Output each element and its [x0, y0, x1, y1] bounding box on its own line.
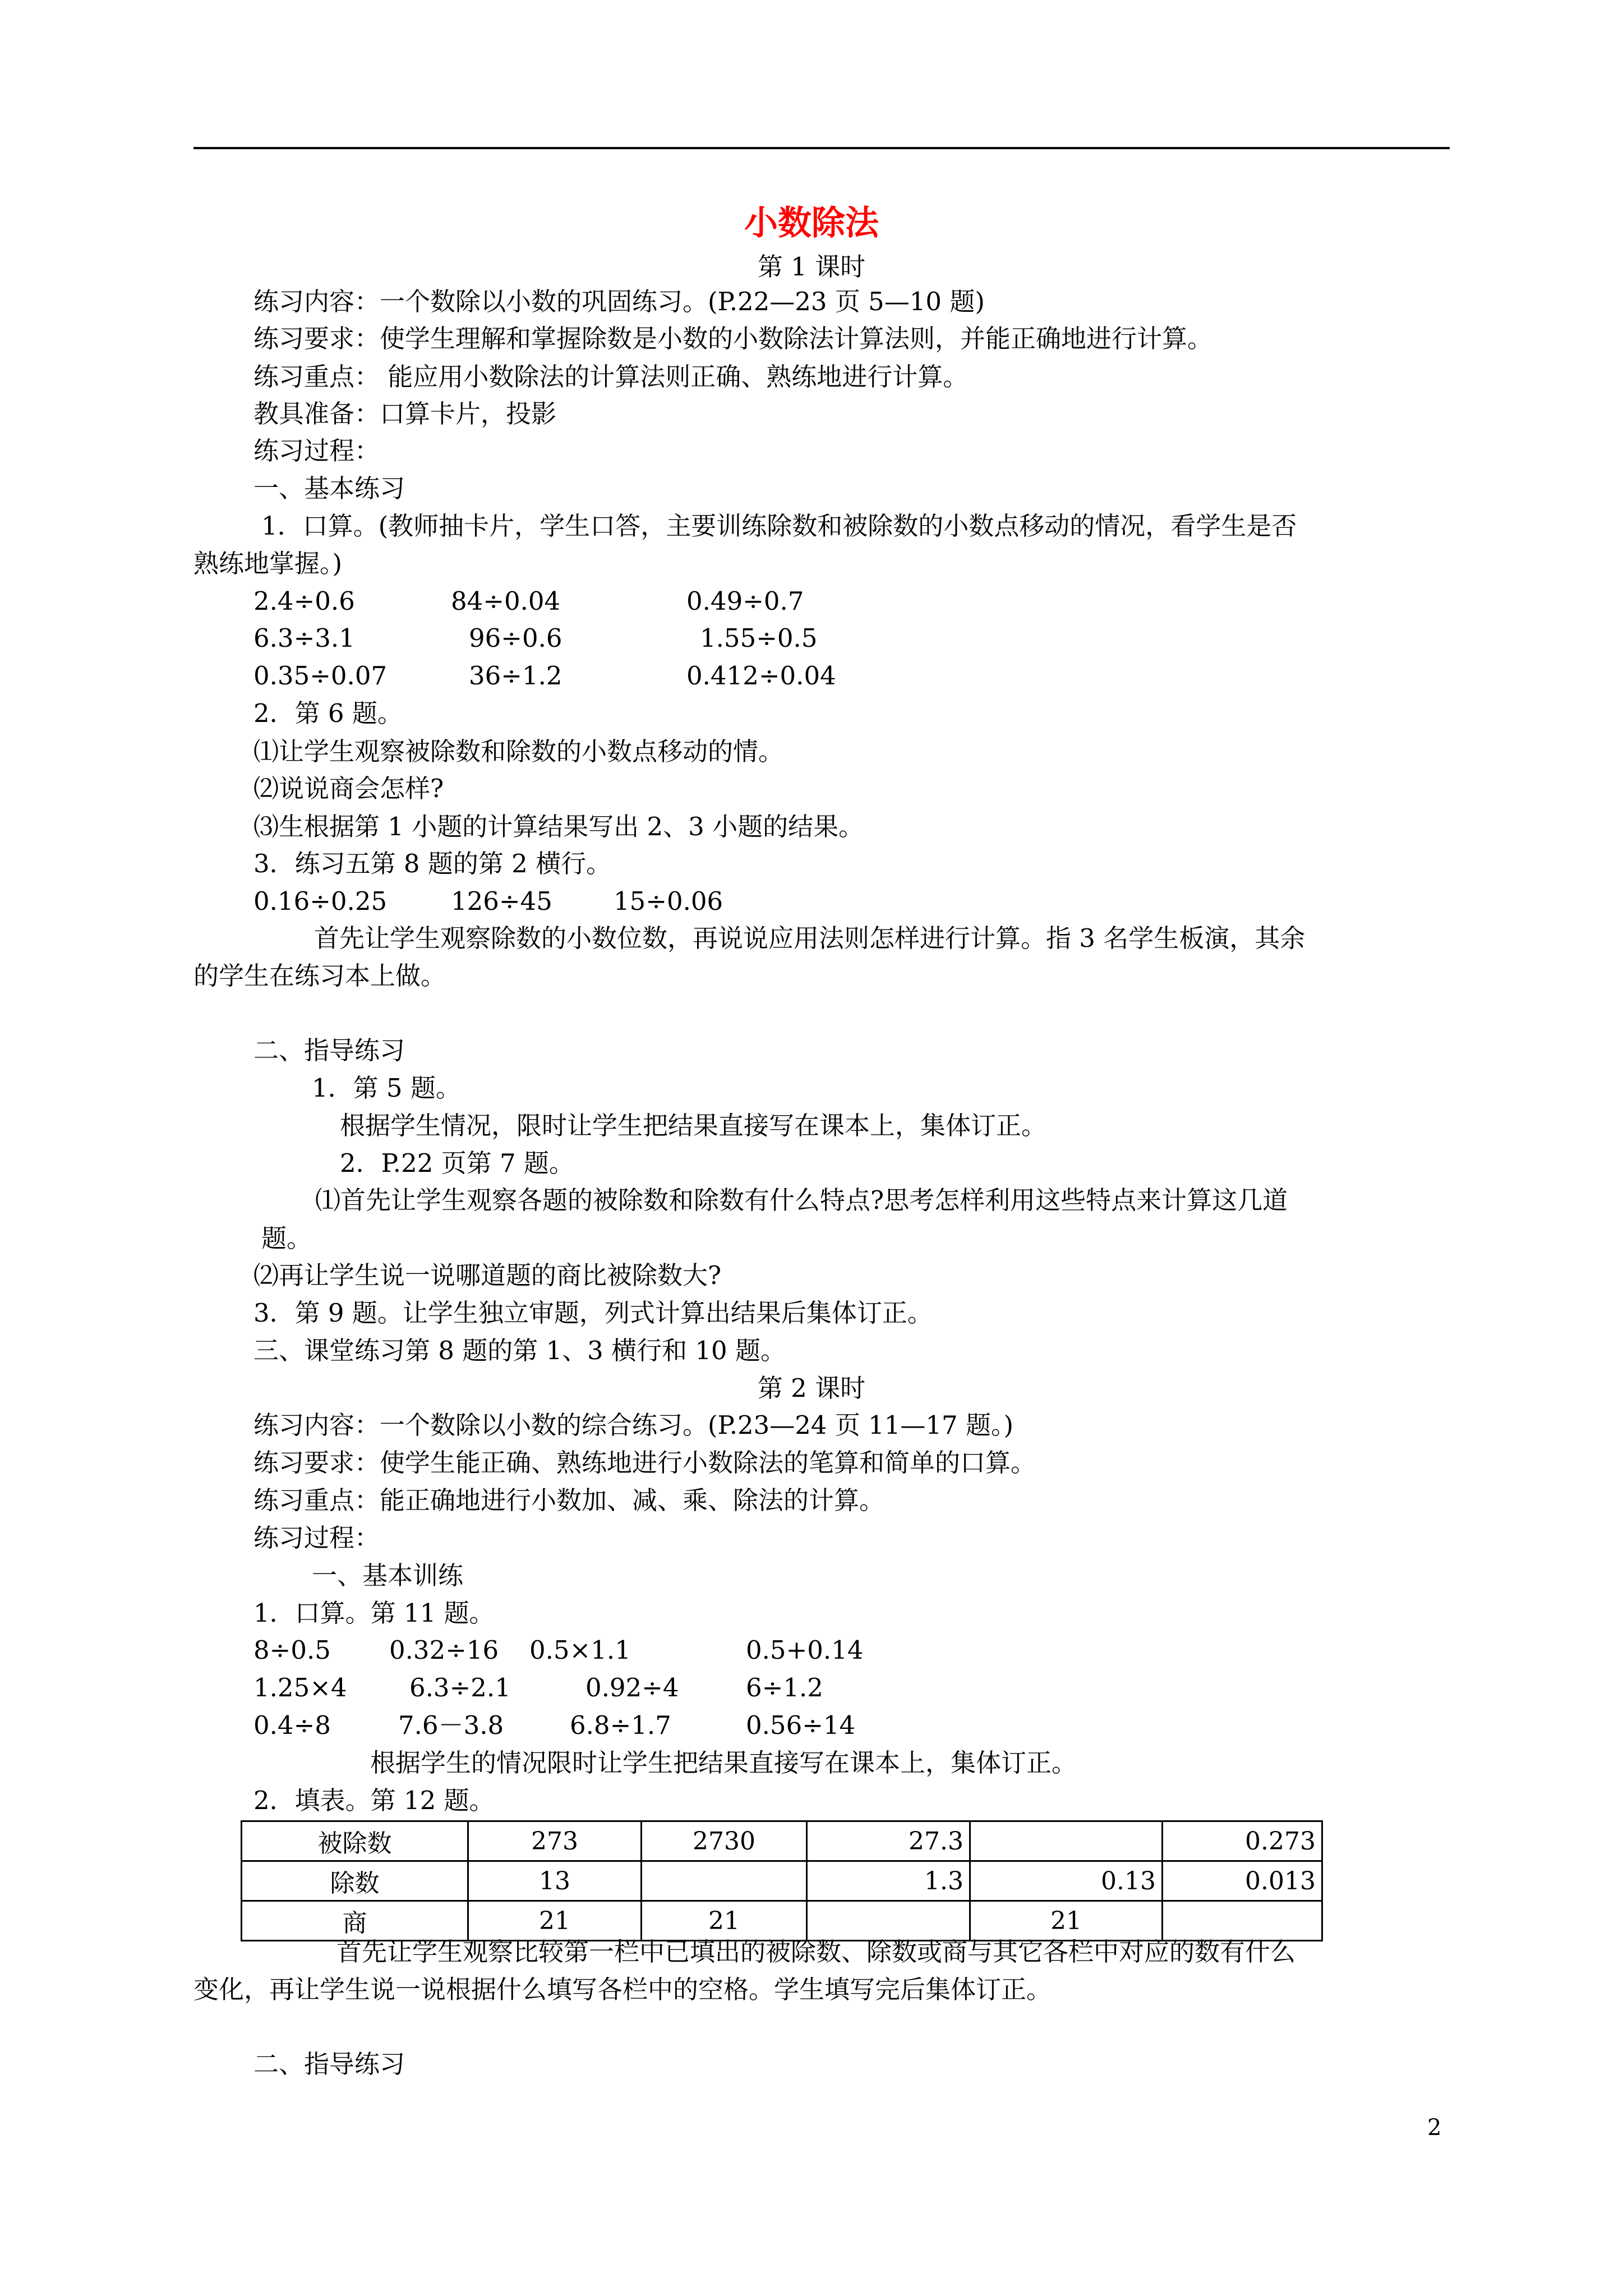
lesson2-oral-note: 根据学生的情况限时让学生把结果直接写在课本上，集体订正。 [370, 1748, 1077, 1778]
table-cell: 27.3 [807, 1821, 970, 1861]
problem: 15÷0.06 [614, 886, 723, 916]
lesson2-requirement: 练习要求：使学生能正确、熟练地进行小数除法的笔算和简单的口算。 [253, 1448, 1036, 1478]
lesson2-item1: 1．口算。第 11 题。 [253, 1598, 495, 1628]
table-cell: 273 [468, 1821, 642, 1861]
oral-problem: 0.49÷0.7 [686, 586, 804, 616]
lesson1-item1-line1: 1．口算。(教师抽卡片，学生口答，主要训练除数和被除数的小数点移动的情况，看学生是否 [261, 511, 1297, 541]
oral-problem: 96÷0.6 [469, 623, 562, 653]
table-cell [970, 1821, 1163, 1861]
oral-problem: 0.35÷0.07 [253, 661, 388, 691]
page-title: 小数除法 [744, 204, 879, 243]
problem: 126÷45 [451, 886, 552, 916]
lesson1-sub2: ⑵说说商会怎样? [253, 774, 444, 803]
lesson1-item3: 3．练习五第 8 题的第 2 横行。 [253, 849, 612, 878]
oral-problem: 7.6－3.8 [398, 1710, 504, 1740]
oral-problem: 0.4÷8 [253, 1710, 331, 1740]
lesson2-paragraph-line1: 首先让学生观察比较第一栏中已填出的被除数、除数或商与其它各栏中对应的数有什么 [336, 1937, 1296, 1967]
oral-problem: 1.25×4 [253, 1673, 347, 1703]
oral-problem: 0.5+0.14 [746, 1635, 864, 1665]
table-cell: 0.13 [970, 1861, 1163, 1901]
table-cell [642, 1861, 807, 1901]
lesson2-process: 练习过程： [253, 1523, 380, 1553]
lesson2-content: 练习内容：一个数除以小数的综合练习。(P.23—24 页 11—17 题。) [253, 1410, 1014, 1440]
table-row [242, 1861, 1322, 1901]
oral-problem: 6.8÷1.7 [570, 1710, 671, 1740]
oral-problem: 84÷0.04 [451, 586, 561, 616]
oral-problem: 1.55÷0.5 [700, 623, 818, 653]
table-cell: 13 [468, 1861, 642, 1901]
table-row [242, 1821, 1322, 1861]
lesson1-focus: 练习重点： 能应用小数除法的计算法则正确、熟练地进行计算。 [253, 362, 969, 392]
lesson2-paragraph-line2: 变化，再让学生说一说根据什么填写各栏中的空格。学生填写完后集体订正。 [193, 1975, 1052, 2004]
table-cell [1163, 1901, 1322, 1941]
fill-in-table [241, 1820, 1323, 1941]
oral-problem: 0.56÷14 [746, 1710, 856, 1740]
table-cell: 0.273 [1163, 1821, 1322, 1861]
lesson1-sub1: ⑴让学生观察被除数和除数的小数点移动的情。 [253, 737, 784, 766]
oral-problem: 6÷1.2 [746, 1673, 823, 1703]
oral-problem: 8÷0.5 [253, 1635, 331, 1665]
table-header-cell: 商 [242, 1901, 468, 1941]
problem: 0.16÷0.25 [253, 886, 388, 916]
lesson2-part2-heading: 二、指导练习 [253, 2049, 405, 2079]
lesson1-paragraph-line2: 的学生在练习本上做。 [193, 961, 446, 991]
table-cell: 21 [642, 1901, 807, 1941]
lesson1-requirement: 练习要求：使学生理解和掌握除数是小数的小数除法计算法则，并能正确地进行计算。 [253, 324, 1213, 353]
table-cell: 2730 [642, 1821, 807, 1861]
page-number: 2 [1427, 2115, 1442, 2141]
lesson2-part1-heading: 一、基本训练 [312, 1561, 464, 1590]
table-cell: 21 [970, 1901, 1163, 1941]
table-header-cell: 除数 [242, 1861, 468, 1901]
lesson1-part3-heading: 三、课堂练习第 8 题的第 1、3 横行和 10 题。 [253, 1336, 786, 1365]
lesson2-heading: 第 2 课时 [757, 1373, 866, 1403]
lesson1-guide3: 3．第 9 题。让学生独立审题，列式计算出结果后集体订正。 [253, 1298, 933, 1328]
oral-problem: 36÷1.2 [469, 661, 562, 691]
lesson1-paragraph-line1: 首先让学生观察除数的小数位数，再说说应用法则怎样进行计算。指 3 名学生板演，其余 [314, 923, 1306, 953]
lesson1-guide2-line1: ⑴首先让学生观察各题的被除数和除数有什么特点?思考怎样利用这些特点来计算这几道 [315, 1185, 1288, 1215]
lesson2-item2: 2．填表。第 12 题。 [253, 1786, 495, 1815]
lesson1-guide1: 1．第 5 题。 [312, 1073, 461, 1103]
lesson1-part1-heading: 一、基本练习 [253, 473, 405, 503]
lesson1-content: 练习内容：一个数除以小数的巩固练习。(P.22—23 页 5—10 题) [253, 287, 985, 316]
oral-problem: 6.3÷3.1 [253, 623, 355, 653]
table-cell: 1.3 [807, 1861, 970, 1901]
table-cell: 21 [468, 1901, 642, 1941]
lesson2-focus: 练习重点：能正确地进行小数加、减、乘、除法的计算。 [253, 1485, 885, 1515]
oral-problem: 0.32÷16 [389, 1635, 499, 1665]
oral-problem: 6.3÷2.1 [409, 1673, 511, 1703]
lesson1-part2-heading: 二、指导练习 [253, 1036, 405, 1065]
lesson1-guide1-text: 根据学生情况，限时让学生把结果直接写在课本上，集体订正。 [340, 1111, 1047, 1140]
lesson1-guide2-line2: 题。 [261, 1223, 312, 1253]
lesson1-guide2: 2．P.22 页第 7 题。 [340, 1148, 574, 1178]
lesson1-item2: 2．第 6 题。 [253, 698, 403, 728]
table-header-cell: 被除数 [242, 1821, 468, 1861]
lesson1-process: 练习过程： [253, 436, 380, 466]
oral-problem: 0.92÷4 [585, 1673, 679, 1703]
table-row [242, 1901, 1322, 1941]
oral-problem: 0.5×1.1 [529, 1635, 631, 1665]
lesson1-heading: 第 1 课时 [757, 252, 866, 282]
table-cell [807, 1901, 970, 1941]
lesson1-item1-line2: 熟练地掌握。) [193, 549, 343, 578]
table-cell: 0.013 [1163, 1861, 1322, 1901]
lesson1-guide2-line3: ⑵再让学生说一说哪道题的商比被除数大? [253, 1260, 722, 1290]
header-rule [193, 147, 1450, 149]
lesson1-tools: 教具准备：口算卡片，投影 [253, 399, 557, 429]
oral-problem: 0.412÷0.04 [686, 661, 836, 691]
lesson1-sub3: ⑶生根据第 1 小题的计算结果写出 2、3 小题的结果。 [253, 812, 864, 841]
oral-problem: 2.4÷0.6 [253, 586, 355, 616]
